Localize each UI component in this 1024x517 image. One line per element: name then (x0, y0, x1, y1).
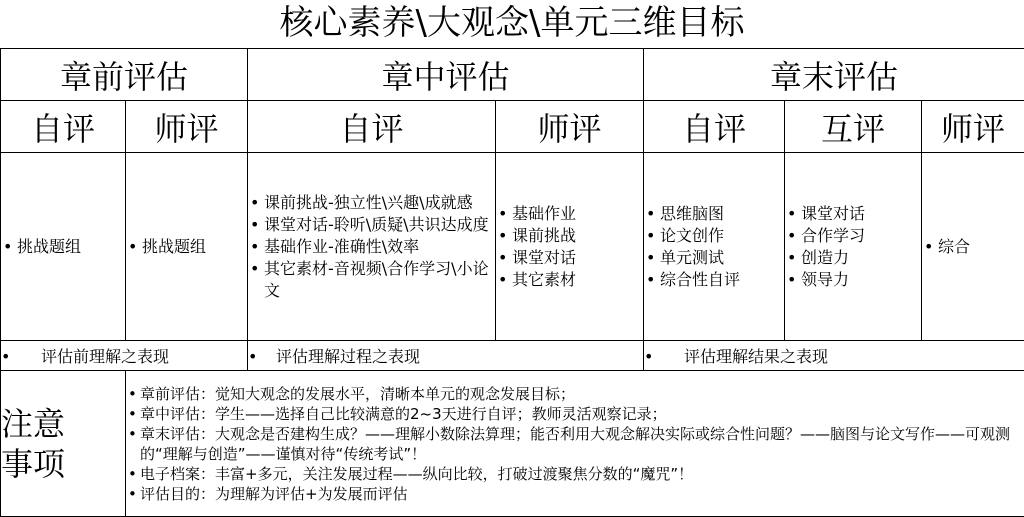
list-item: • 挑战题组 (126, 236, 247, 258)
summary-pre-text: 评估前理解之表现 (41, 347, 169, 366)
note-item: • 章前评估：觉知大观念的发展水平，清晰本单元的观念发展目标； (126, 384, 1024, 404)
list-item: • 创造力 (785, 247, 921, 269)
list-item: • 单元测试 (644, 247, 784, 269)
list-item: • 课前挑战 (496, 225, 643, 247)
summary-pre: • 评估前理解之表现 (1, 341, 248, 371)
list-item: • 基础作业 (496, 203, 643, 225)
list-item: • 论文创作 (644, 225, 784, 247)
list-item: • 领导力 (785, 269, 921, 291)
page-title: 核心素养\大观念\单元三维目标 (0, 0, 1024, 48)
cell-pre-teacher (126, 153, 248, 341)
list-item: • 基础作业-准确性\效率 (248, 236, 495, 258)
sub-header-end-self: 自评 (644, 101, 785, 153)
sub-header-end-teacher: 师评 (922, 101, 1024, 153)
phase-header-mid: 章中评估 (248, 49, 644, 101)
summary-mid-text: 评估理解过程之表现 (276, 347, 420, 366)
cell-mid-self (248, 153, 496, 341)
summary-mid: • 评估理解过程之表现 (248, 341, 644, 371)
sub-header-mid-self: 自评 (248, 101, 496, 153)
sub-header-mid-teacher: 师评 (496, 101, 644, 153)
note-item: • 电子档案：丰富+多元，关注发展过程——纵向比较，打破过渡聚焦分数的“魔咒”！ (126, 464, 1024, 484)
summary-end: • 评估理解结果之表现 (644, 341, 1024, 371)
notes-label: 注意事项 (1, 371, 126, 517)
summary-end-text: 评估理解结果之表现 (684, 347, 828, 366)
list-item: • 思维脑图 (644, 203, 784, 225)
cell-pre-self (1, 153, 126, 341)
list-item: • 课堂对话 (496, 247, 643, 269)
sub-header-pre-self: 自评 (1, 101, 126, 153)
list-item: • 课前挑战-独立性\兴趣\成就感 (248, 192, 495, 214)
list-item: • 合作学习 (785, 225, 921, 247)
phase-header-end: 章末评估 (644, 49, 1024, 101)
cell-end-teacher (922, 153, 1024, 341)
sub-header-end-peer: 互评 (785, 101, 922, 153)
sub-header-pre-teacher: 师评 (126, 101, 248, 153)
list-item: • 其它素材-音视频\合作学习\小论文 (248, 258, 495, 302)
notes-cell (126, 371, 1024, 517)
note-item: • 评估目的：为理解为评估+为发展而评估 (126, 484, 1024, 504)
cell-end-self (644, 153, 785, 341)
list-item: • 挑战题组 (1, 236, 125, 258)
list-item: • 课堂对话-聆听\质疑\共识达成度 (248, 214, 495, 236)
note-item: • 章末评估：大观念是否建构生成？——理解小数除法算理；能否利用大观念解决实际或综合性问题？——脑图与论文写作——可观测的“理解与创造”——谨慎对待“传统考试”！ (126, 424, 1024, 464)
list-item: • 综合 (922, 236, 1024, 258)
note-item: • 章中评估：学生——选择自己比较满意的2~3天进行自评；教师灵活观察记录； (126, 404, 1024, 424)
list-item: • 课堂对话 (785, 203, 921, 225)
list-item: • 其它素材 (496, 269, 643, 291)
list-item: • 综合性自评 (644, 269, 784, 291)
cell-end-peer (785, 153, 922, 341)
phase-header-pre: 章前评估 (1, 49, 248, 101)
assessment-table (0, 48, 1024, 517)
cell-mid-teacher (496, 153, 644, 341)
